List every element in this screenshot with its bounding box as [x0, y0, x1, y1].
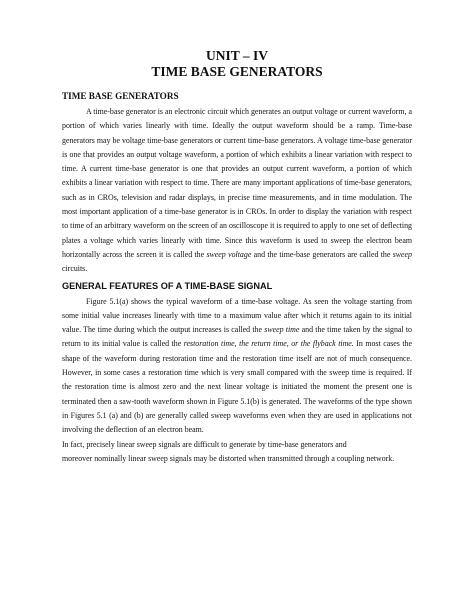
- unit-title: UNIT – IV: [205, 48, 268, 63]
- italic-term-sweep-voltage: sweep voltage: [206, 249, 252, 259]
- paragraph-text: In most cases the shape of the waveform during restoration time and the restoration time itself are not of much consequence. However, in some cases a restoration time which is very small compared with the sweep time is required. If the restoration time is almost zero and the next linear voltage is initiated the moment the present one is terminated then a saw-tooth waveform shown in Figure 5.1(b) is generated. The waveforms of the type shown in Figures 5.1 (a) and (b) are generally called sweep waveforms even when they are used in applications not involving the deflection of an electron beam.: [62, 339, 413, 435]
- paragraph-text: and the time-base generators are called the: [251, 249, 393, 259]
- italic-term-restoration-time: restoration time, the return time, or the flyback time.: [183, 339, 354, 349]
- paragraph-distortion: moreover nominally linear sweep signals may be distorted when transmitted through a coupling network.: [62, 453, 395, 463]
- paragraph-text: and the time taken by the signal to return to its initial value is called the: [62, 325, 412, 349]
- italic-term-sweep: sweep: [392, 249, 413, 259]
- section-heading-general-features: GENERAL FEATURES OF A TIME-BASE SIGNAL: [62, 280, 273, 291]
- page-title: TIME BASE GENERATORS: [151, 64, 323, 79]
- paragraph-text: A time-base generator is an electronic circuit which generates an output voltage or current waveform, a portion of which varies linearly with time. Ideally the output waveform should be a ramp. Time-base generators may be voltage time-base generators or current time-base generators. A voltage time-base generator is one that provides an output voltage waveform, a portion of which exhibits a linear variation with respect to time. A current time-base generator is one that provides an output current waveform, a portion of which exhibits a linear variation with respect to time. There are many important applications of time-base generators, such as in CROs, television and radar displays, in precise time measurements, and in time modulation. The most important application of a time-base generator is in CROs. In order to display the variation with respect to time of an arbitrary waveform on the screen of an oscilloscope it is required to apply to one set of deflecting plates a voltage which varies linearly with time. Since this waveform is used to sweep the electron beam horizontally across the screen it is called the: [62, 107, 412, 259]
- paragraph-text: Figure 5.1(a) shows the typical waveform of a time-base voltage. As seen the voltage starting from some initial value increases linearly with time to a maximum value after which it returns again to its initial value. The time during which the output increases is called the: [62, 296, 412, 335]
- paragraph-linear-sweep: In fact, precisely linear sweep signals are difficult to generate by time-base generators and: [62, 439, 347, 449]
- section-heading-time-base-generators: TIME BASE GENERATORS: [62, 91, 179, 101]
- paragraph-intro: [62, 105, 412, 277]
- paragraph-features: [62, 295, 412, 438]
- italic-term-sweep-time: sweep time: [264, 325, 300, 335]
- paragraph-text: circuits.: [62, 264, 88, 274]
